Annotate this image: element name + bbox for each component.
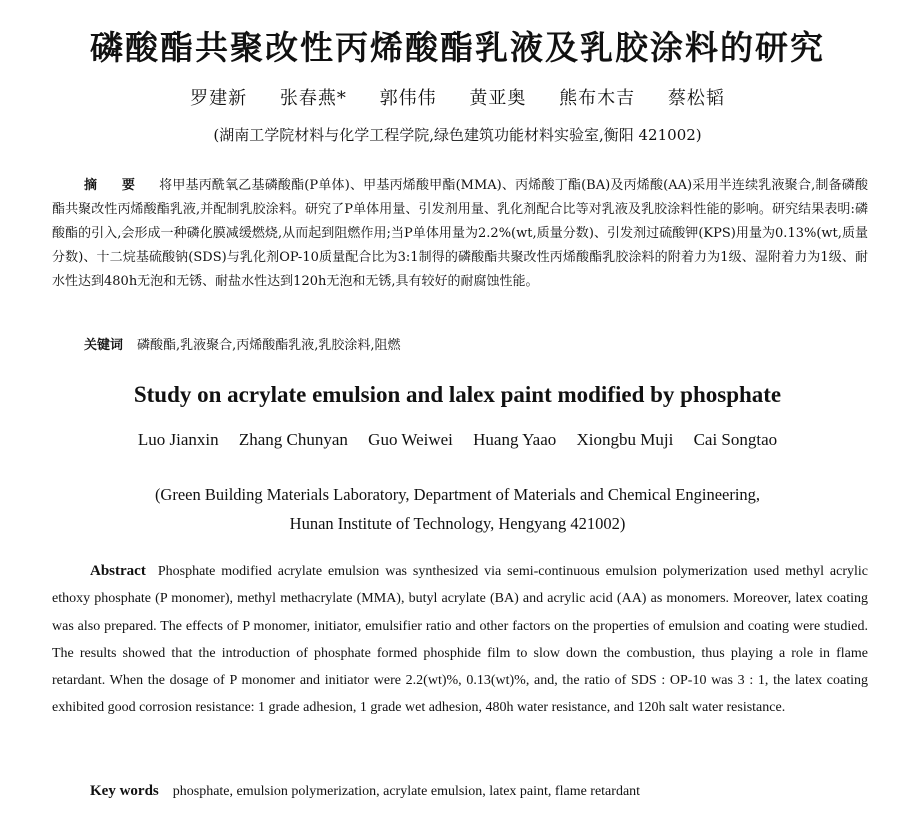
author-en-2: Zhang Chunyan	[238, 430, 348, 449]
chinese-abstract-text: 将甲基丙酰氧乙基磷酸酯(P单体)、甲基丙烯酸甲酯(MMA)、丙烯酸丁酯(BA)及丙烯酸(AA)采用半连续乳液聚合,制备磷酸酯共聚改性丙烯酸酯乳液,并配制乳胶涂料。研究了P单体用量、引发剂用量、乳化剂配合比等对乳液及乳胶涂料性能的影响。研究结果表明:磷酸酯的引入,会形成一种磷化膜减缓燃烧,从而起到阻燃作用;当P单体用量为2.2%(wt,质量分数)、引发剂过硫酸钾(KPS)用量为0.13%(wt,质量分数)、十二烷基硫酸钠(SDS)与乳化剂OP-10质量配合比为3:1制得的磷酸酯共聚改性丙烯酸酯乳胶涂料的附着力为1级、湿附着力为1级、耐水性达到480h无泡和无锈、耐盐水性达到120h无泡和无锈,具有较好的耐腐蚀性能。	[52, 178, 868, 289]
english-abstract-label: Abstract	[90, 563, 146, 579]
author-en-6: Cai Songtao	[693, 430, 778, 449]
author-en-1: Luo Jianxin	[137, 430, 219, 449]
author-en-3: Guo Weiwei	[368, 430, 453, 449]
english-abstract	[52, 558, 868, 722]
author-en-4: Huang Yaao	[473, 430, 557, 449]
chinese-keywords-label: 关键词	[84, 338, 124, 353]
english-authors	[0, 430, 915, 450]
author-cn-1: 罗建新	[190, 88, 248, 109]
author-cn-6: 蔡松韬	[667, 88, 725, 109]
author-cn-2: 张春燕*	[279, 88, 347, 109]
author-cn-5: 熊布木吉	[559, 88, 636, 109]
english-keywords-text: phosphate, emulsion polymerization, acrylate emulsion, latex paint, flame retardant	[172, 784, 641, 799]
english-affiliation-line1: (Green Building Materials Laboratory, Department of Materials and Chemical Engineering,	[154, 485, 761, 504]
english-abstract-text: Phosphate modified acrylate emulsion was synthesized via semi-continuous emulsion polymerization used methyl acrylic ethoxy phosphate (P monomer), methyl methacrylate (MMA), butyl acrylate (BA) and acrylic acid (AA) as monomers. Moreover, latex coating was also prepared. The effects of P monomer, initiator, emulsifier ratio and other factors on the properties of emulsion and coating were studied. The results showed that the introduction of phosphate formed phosphide film to slow down the combustion, thus playing a role in flame retardant. When the dosage of P monomer and initiator were 2.2(wt)%, 0.13(wt)%, and, the ratio of SDS : OP-10 was 3 : 1, the latex coating exhibited good corrosion resistance: 1 grade adhesion, 1 grade wet adhesion, 480h water resistance, and 120h salt water resistance.	[52, 564, 868, 716]
english-title: Study on acrylate emulsion and lalex paint modified by phosphate	[133, 382, 782, 407]
chinese-abstract-label: 摘 要	[84, 178, 146, 193]
english-affiliation-line2: Hunan Institute of Technology, Hengyang 421002)	[289, 514, 626, 533]
chinese-title: 磷酸酯共聚改性丙烯酸酯乳液及乳胶涂料的研究	[90, 28, 825, 67]
author-cn-4: 黄亚奥	[469, 88, 527, 109]
author-cn-3: 郭伟伟	[379, 88, 437, 109]
english-keywords	[90, 780, 880, 803]
chinese-affiliation: (湖南工学院材料与化学工程学院,绿色建筑功能材料实验室,衡阳 421002)	[213, 126, 702, 144]
english-keywords-label: Key words	[90, 783, 159, 799]
author-en-5: Xiongbu Muji	[576, 430, 674, 449]
chinese-keywords	[84, 336, 874, 356]
chinese-authors	[0, 84, 915, 110]
chinese-keywords-text: 磷酸酯,乳液聚合,丙烯酸酯乳液,乳胶涂料,阻燃	[137, 338, 401, 353]
chinese-abstract	[52, 174, 868, 294]
english-affiliation	[0, 480, 915, 538]
